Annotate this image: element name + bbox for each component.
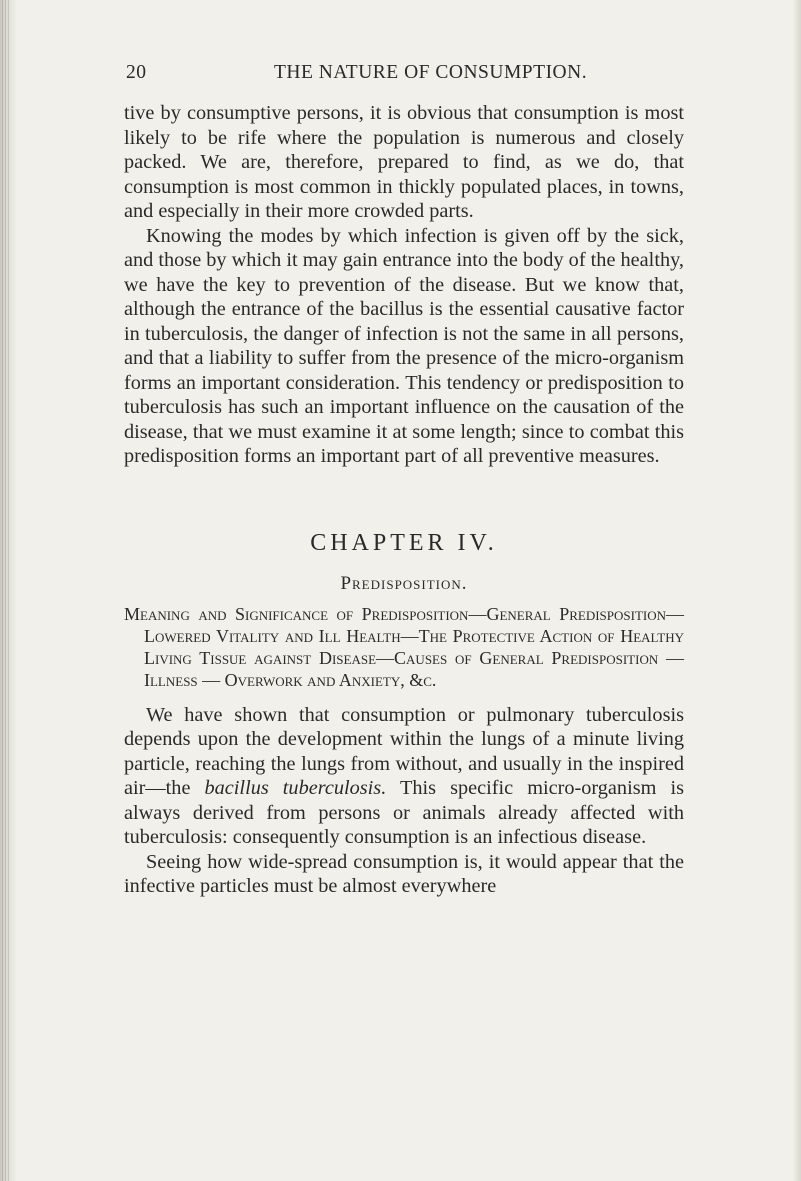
binding-shadow-lines <box>2 0 10 1181</box>
page-number: 20 <box>126 62 147 83</box>
book-page <box>124 62 684 899</box>
section-spacer <box>124 469 684 521</box>
running-head <box>124 62 684 94</box>
paragraph-text: We have shown that consumption or pulmonary tuberculosis depends upon the development within the lungs of a minute living particle, reaching the lungs from without, and usually in the inspired air—the <box>124 703 684 799</box>
running-head-title: THE NATURE OF CONSUMPTION. <box>274 62 588 83</box>
chapter-number: CHAPTER IV. <box>310 529 498 556</box>
body-text-top <box>124 101 684 469</box>
paragraph: tive by consumptive persons, it is obvious that consumption is most likely to be rife where the population is numerous and closely packed. We are, therefore, prepared to find, as we do, that consumption is most common in thickly populated places, in towns, and especially in their more crowded parts. <box>124 102 684 222</box>
paragraph: Knowing the modes by which infection is given off by the sick, and those by which it may gain entrance into the body of the healthy, we have the key to prevention of the disease. But we know that, although the entrance of the bacillus is the essential causative factor in tuberculosis, the danger of infection is not the same in all persons, and that a liability to suffer from the presence of the micro-organism forms an important consideration. This tendency or predisposition to tuberculosis has such an important influence on the causation of the disease, that we must examine it at some length; since to combat this predisposition forms an important part of all preventive measures. <box>124 224 684 467</box>
italic-term: bacillus tuberculosis. <box>204 777 387 799</box>
page-edge <box>793 0 801 1181</box>
chapter-title: Predisposition. <box>340 572 468 594</box>
body-text-bottom <box>124 703 684 899</box>
paragraph-text: This specific micro-organism is always derived from persons or animals already affected with tuberculosis: consequently consumption is an infectious disease. <box>124 777 684 848</box>
paragraph: Seeing how wide-spread consumption is, it would appear that the infective particles must be almost everywhere <box>124 850 684 897</box>
chapter-synopsis: Meaning and Significance of Predisposition—General Predisposition—Lowered Vitality and Ill Health—The Protective Action of Healthy Living Tissue against Disease—Causes of General Predisposition — Illness — Overwork and Anxiety, &c. <box>124 603 684 690</box>
paragraph <box>124 703 684 850</box>
